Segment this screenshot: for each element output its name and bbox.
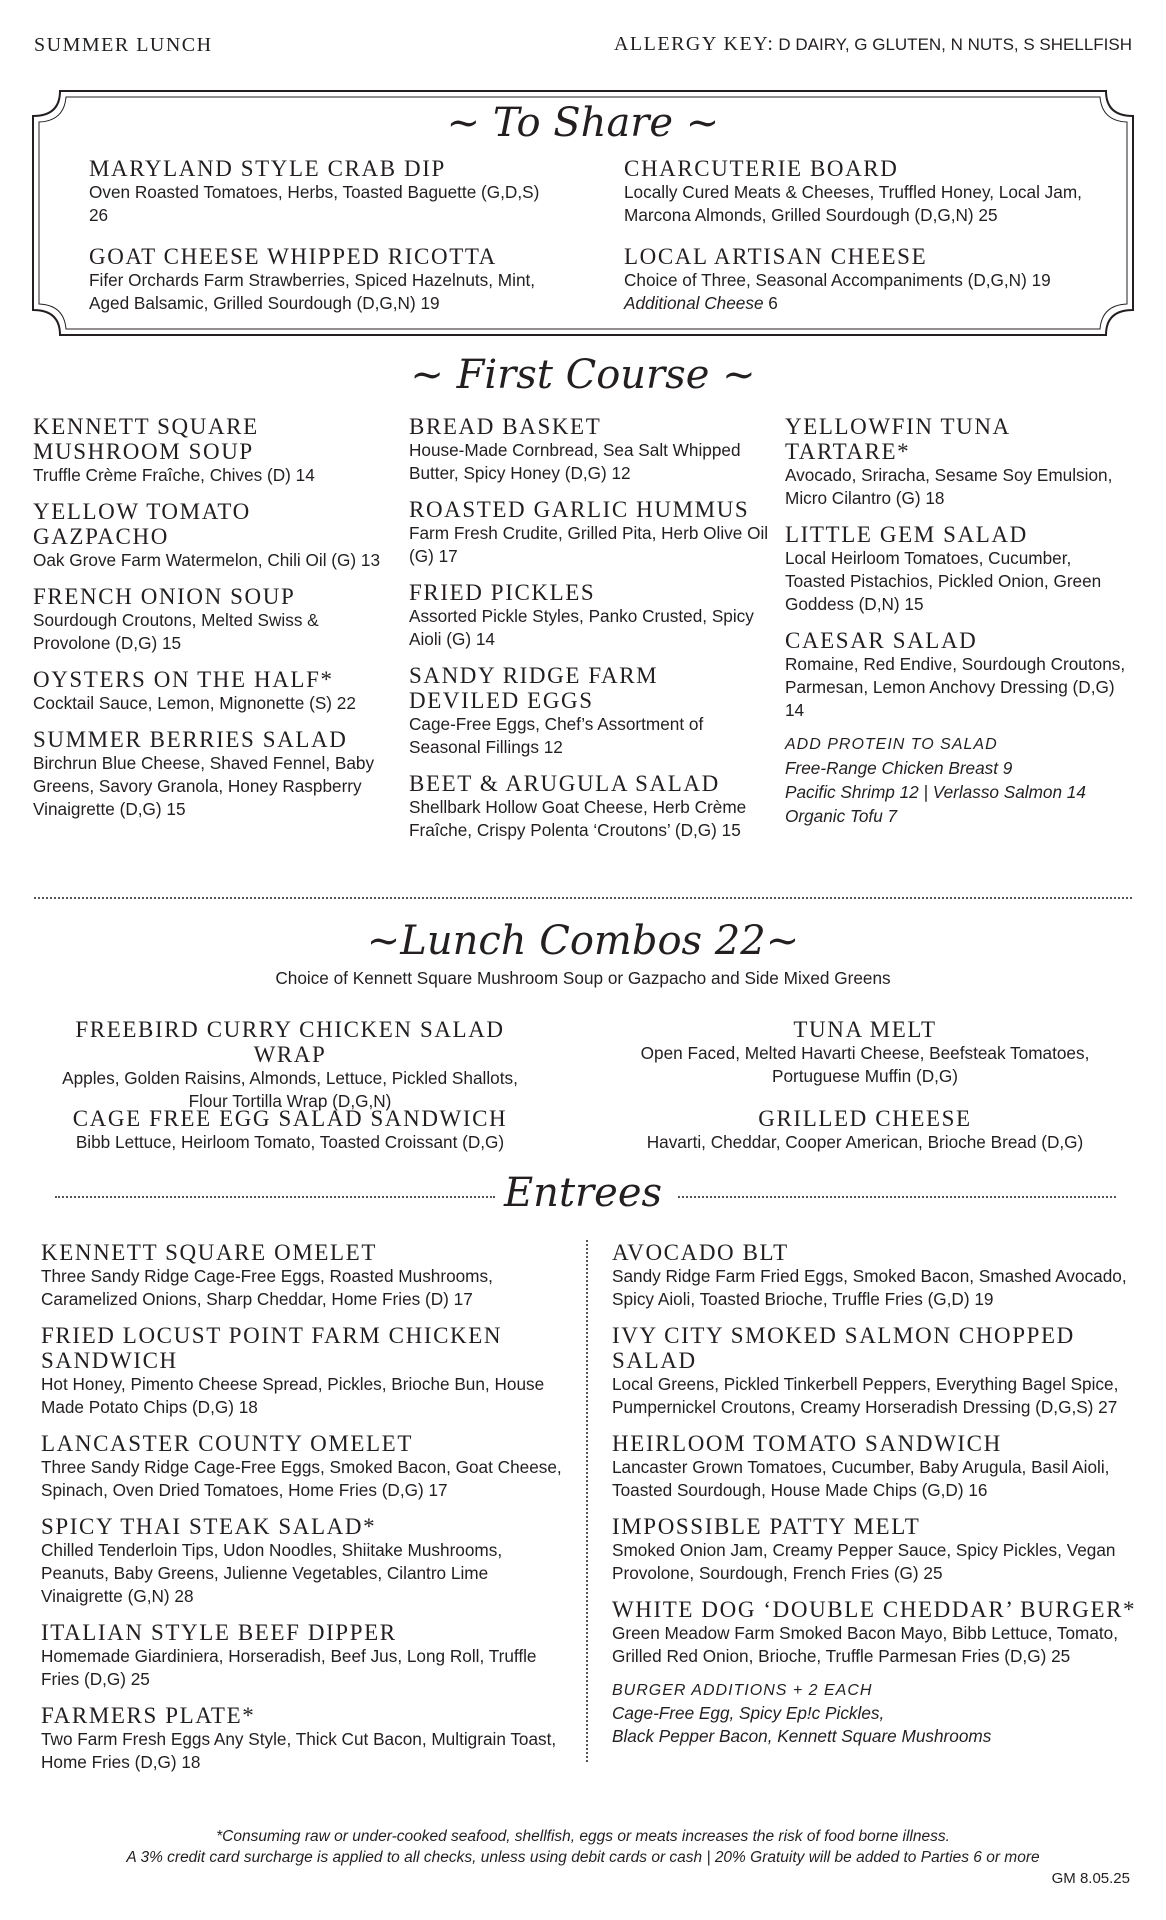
menu-item (33, 667, 393, 715)
menu-item (409, 414, 771, 485)
item-name: WHITE DOG ‘DOUBLE CHEDDAR’ BURGER* (612, 1597, 1137, 1622)
item-desc: Chilled Tenderloin Tips, Udon Noodles, Shiitake Mushrooms, Peanuts, Baby Greens, Julienne Vegetables, Cilantro Lime Vinaigrette (G,N) 28 (41, 1540, 503, 1606)
item-name: TUNA MELT (793, 1017, 937, 1042)
item-desc-line: Apples, Golden Raisins, Almonds, Lettuce, Pickled Shallots, (62, 1068, 518, 1088)
item-desc: Truffle Crème Fraîche, Chives (D) 14 (33, 465, 315, 485)
share-item (624, 156, 1114, 227)
item-desc: Choice of Three, Seasonal Accompaniments (D,G,N) 19 (624, 270, 1051, 290)
item-desc: Homemade Giardiniera, Horseradish, Beef Jus, Long Roll, Truffle Fries (D,G) 25 (41, 1646, 537, 1689)
item-desc: Oak Grove Farm Watermelon, Chili Oil (G) 13 (33, 550, 381, 570)
item-desc: Sourdough Croutons, Melted Swiss & Provolone (D,G) 15 (33, 610, 319, 653)
menu-version-code: GM 8.05.25 (1051, 1870, 1130, 1887)
item-desc: Three Sandy Ridge Cage-Free Eggs, Roasted Mushrooms, Caramelized Onions, Sharp Cheddar, Home Fries (D) 17 (41, 1266, 493, 1309)
item-desc: Green Meadow Farm Smoked Bacon Mayo, Bibb Lettuce, Tomato, Grilled Red Onion, Brioche, Truffle Parmesan Fries (D,G) 25 (612, 1623, 1119, 1666)
add-protein-block (785, 734, 1135, 828)
first-course-col-1 (33, 414, 393, 833)
item-name: IVY CITY SMOKED SALMON CHOPPED SALAD (612, 1323, 1075, 1373)
item-name: GRILLED CHEESE (758, 1106, 972, 1131)
item-name: ROASTED GARLIC HUMMUS (409, 497, 750, 522)
item-desc-line: Bibb Lettuce, Heirloom Tomato, Toasted Croissant (D,G) (75, 1132, 505, 1152)
menu-item (612, 1323, 1147, 1419)
item-desc: House-Made Cornbread, Sea Salt Whipped Butter, Spicy Honey (D,G) 12 (409, 440, 741, 483)
item-desc: Locally Cured Meats & Cheeses, Truffled Honey, Local Jam, Marcona Almonds, Grilled Sourdough (D,G,N) 25 (624, 182, 1082, 225)
item-name: FARMERS PLATE* (41, 1703, 256, 1728)
item-desc: Hot Honey, Pimento Cheese Spread, Pickles, Brioche Bun, House Made Potato Chips (D,G) 18 (41, 1374, 545, 1417)
item-name: CAGE FREE EGG SALAD SANDWICH (72, 1106, 508, 1131)
menu-item (41, 1431, 571, 1502)
menu-item (33, 414, 393, 487)
item-desc: Smoked Onion Jam, Creamy Pepper Sauce, Spicy Pickles, Vegan Provolone, Sourdough, French Fries (G) 25 (612, 1540, 1116, 1583)
menu-title: SUMMER LUNCH (34, 34, 213, 56)
first-course-col-2 (409, 414, 771, 854)
allergy-key-label: ALLERGY KEY: (613, 33, 775, 55)
item-name: YELLOW TOMATO GAZPACHO (33, 499, 251, 549)
share-item (89, 156, 559, 227)
item-name: HEIRLOOM TOMATO SANDWICH (612, 1431, 1002, 1456)
protein-option: Pacific Shrimp 12 | Verlasso Salmon 14 (785, 782, 1086, 802)
allergy-key-value: D DAIRY, G GLUTEN, N NUTS, S SHELLFISH (778, 35, 1132, 54)
combo-item (610, 1106, 1120, 1154)
menu-item (41, 1323, 571, 1419)
item-name: KENNETT SQUARE OMELET (41, 1240, 377, 1265)
menu-item (409, 771, 771, 842)
item-name: LITTLE GEM SALAD (785, 522, 1028, 547)
menu-item (612, 1431, 1147, 1502)
item-desc-line: Open Faced, Melted Havarti Cheese, Beefsteak Tomatoes, (640, 1043, 1090, 1063)
raw-food-disclaimer: *Consuming raw or under-cooked seafood, shellfish, eggs or meats increases the risk of food borne illness. (216, 1828, 950, 1845)
combo-item (610, 1017, 1120, 1088)
entrees-heading: Entrees (503, 1170, 663, 1216)
item-desc: Cage-Free Eggs, Chef’s Assortment of Seasonal Fillings 12 (409, 714, 704, 757)
item-name: GOAT CHEESE WHIPPED RICOTTA (89, 244, 497, 269)
item-desc-line: Havarti, Cheddar, Cooper American, Brioche Bread (D,G) (646, 1132, 1084, 1152)
item-name: AVOCADO BLT (612, 1240, 789, 1265)
item-desc: Local Heirloom Tomatoes, Cucumber, Toasted Pistachios, Pickled Onion, Green Goddess (D,N) 15 (785, 548, 1102, 614)
combo-item (40, 1106, 540, 1154)
menu-item (33, 584, 393, 655)
menu-item (612, 1514, 1147, 1585)
menu-item (41, 1703, 571, 1774)
item-desc: Birchrun Blue Cheese, Shaved Fennel, Baby Greens, Savory Granola, Honey Raspberry Vinaigrette (D,G) 15 (33, 753, 375, 819)
protein-option: Free-Range Chicken Breast 9 (785, 758, 1013, 778)
item-name: FREEBIRD CURRY CHICKEN SALAD WRAP (75, 1017, 505, 1067)
menu-item (41, 1514, 571, 1608)
item-name: YELLOWFIN TUNA TARTARE* (785, 414, 1010, 464)
item-name: OYSTERS ON THE HALF* (33, 667, 334, 692)
entrees-left-column (41, 1240, 571, 1786)
item-name: SPICY THAI STEAK SALAD* (41, 1514, 377, 1539)
item-name: MARYLAND STYLE CRAB DIP (89, 156, 446, 181)
menu-item (409, 580, 771, 651)
entrees-right-column (612, 1240, 1147, 1748)
item-desc-line: Flour Tortilla Wrap (D,G,N) (188, 1091, 392, 1111)
item-desc: Two Farm Fresh Eggs Any Style, Thick Cut Bacon, Multigrain Toast, Home Fries (D,G) 18 (41, 1729, 557, 1772)
menu-item (41, 1240, 571, 1311)
item-name: SUMMER BERRIES SALAD (33, 727, 348, 752)
entrees-column-divider (586, 1240, 588, 1762)
share-item (89, 244, 579, 315)
menu-item (612, 1240, 1147, 1311)
menu-item (33, 727, 393, 821)
menu-item (785, 522, 1135, 616)
item-desc: Farm Fresh Crudite, Grilled Pita, Herb Olive Oil (G) 17 (409, 523, 769, 566)
item-desc: Oven Roasted Tomatoes, Herbs, Toasted Baguette (G,D,S) 26 (89, 182, 540, 225)
item-desc-line: Portuguese Muffin (D,G) (772, 1066, 958, 1086)
first-course-col-3 (785, 414, 1135, 828)
item-name: ITALIAN STYLE BEEF DIPPER (41, 1620, 397, 1645)
item-desc: Three Sandy Ridge Cage-Free Eggs, Smoked Bacon, Goat Cheese, Spinach, Oven Dried Tomatoes, Home Fries (D,G) 17 (41, 1457, 562, 1500)
item-name: BEET & ARUGULA SALAD (409, 771, 720, 796)
menu-item (41, 1620, 571, 1691)
item-desc: Sandy Ridge Farm Fried Eggs, Smoked Bacon, Smashed Avocado, Spicy Aioli, Toasted Brioche, Truffle Fries (G,D) 19 (612, 1266, 1127, 1309)
menu-item (612, 1597, 1147, 1668)
item-name: IMPOSSIBLE PATTY MELT (612, 1514, 921, 1539)
protein-option: Organic Tofu 7 (785, 806, 898, 826)
menu-item (785, 628, 1135, 722)
first-course-heading: ~ First Course ~ (410, 352, 756, 398)
burger-additions-title: BURGER ADDITIONS + 2 EACH (612, 1682, 873, 1699)
burger-addition-line: Black Pepper Bacon, Kennett Square Mushrooms (612, 1726, 992, 1746)
item-name: FRIED PICKLES (409, 580, 596, 605)
to-share-heading: ~ To Share ~ (446, 100, 720, 146)
item-desc: Romaine, Red Endive, Sourdough Croutons, Parmesan, Lemon Anchovy Dressing (D,G) 14 (785, 654, 1126, 720)
burger-addition-line: Cage-Free Egg, Spicy Ep!c Pickles, (612, 1703, 885, 1723)
item-desc: Lancaster Grown Tomatoes, Cucumber, Baby Arugula, Basil Aioli, Toasted Sourdough, House Made Chips (G,D) 16 (612, 1457, 1110, 1500)
item-desc: Fifer Orchards Farm Strawberries, Spiced Hazelnuts, Mint, Aged Balsamic, Grilled Sourdough (D,G,N) 19 (89, 270, 536, 313)
item-name: KENNETT SQUARE MUSHROOM SOUP (33, 414, 259, 464)
item-name: CHARCUTERIE BOARD (624, 156, 899, 181)
item-name: CAESAR SALAD (785, 628, 978, 653)
additional-cheese-price: 6 (768, 293, 778, 313)
item-desc: Assorted Pickle Styles, Panko Crusted, Spicy Aioli (G) 14 (409, 606, 754, 649)
item-name: LANCASTER COUNTY OMELET (41, 1431, 413, 1456)
item-desc: Avocado, Sriracha, Sesame Soy Emulsion, Micro Cilantro (G) 18 (785, 465, 1113, 508)
item-name: BREAD BASKET (409, 414, 602, 439)
item-name: SANDY RIDGE FARM DEVILED EGGS (409, 663, 659, 713)
additional-cheese-label: Additional Cheese (624, 293, 764, 313)
share-item (624, 244, 1114, 315)
menu-item (409, 497, 771, 568)
lunch-combos-subtitle: Choice of Kennett Square Mushroom Soup or Gazpacho and Side Mixed Greens (275, 968, 891, 988)
allergy-key (614, 33, 1132, 56)
item-desc: Shellbark Hollow Goat Cheese, Herb Crème Fraîche, Crispy Polenta ‘Croutons’ (D,G) 15 (409, 797, 747, 840)
combo-item (40, 1017, 540, 1113)
menu-item (409, 663, 771, 759)
menu-item (785, 414, 1135, 510)
lunch-combos-heading: ~Lunch Combos 22~ (366, 918, 800, 964)
item-name: FRIED LOCUST POINT FARM CHICKEN SANDWICH (41, 1323, 503, 1373)
menu-item (33, 499, 393, 572)
item-name: FRENCH ONION SOUP (33, 584, 296, 609)
add-protein-title: ADD PROTEIN TO SALAD (785, 736, 998, 753)
section-divider (34, 897, 1132, 899)
surcharge-notice: A 3% credit card surcharge is applied to all checks, unless using debit cards or cash | 20% Gratuity will be added to Parties 6 or more (126, 1849, 1040, 1866)
item-name: LOCAL ARTISAN CHEESE (624, 244, 928, 269)
burger-additions-block (612, 1680, 1147, 1748)
item-desc: Local Greens, Pickled Tinkerbell Peppers, Everything Bagel Spice, Pumpernickel Croutons, Creamy Horseradish Dressing (D,G,S) 27 (612, 1374, 1119, 1417)
item-desc: Cocktail Sauce, Lemon, Mignonette (S) 22 (33, 693, 356, 713)
